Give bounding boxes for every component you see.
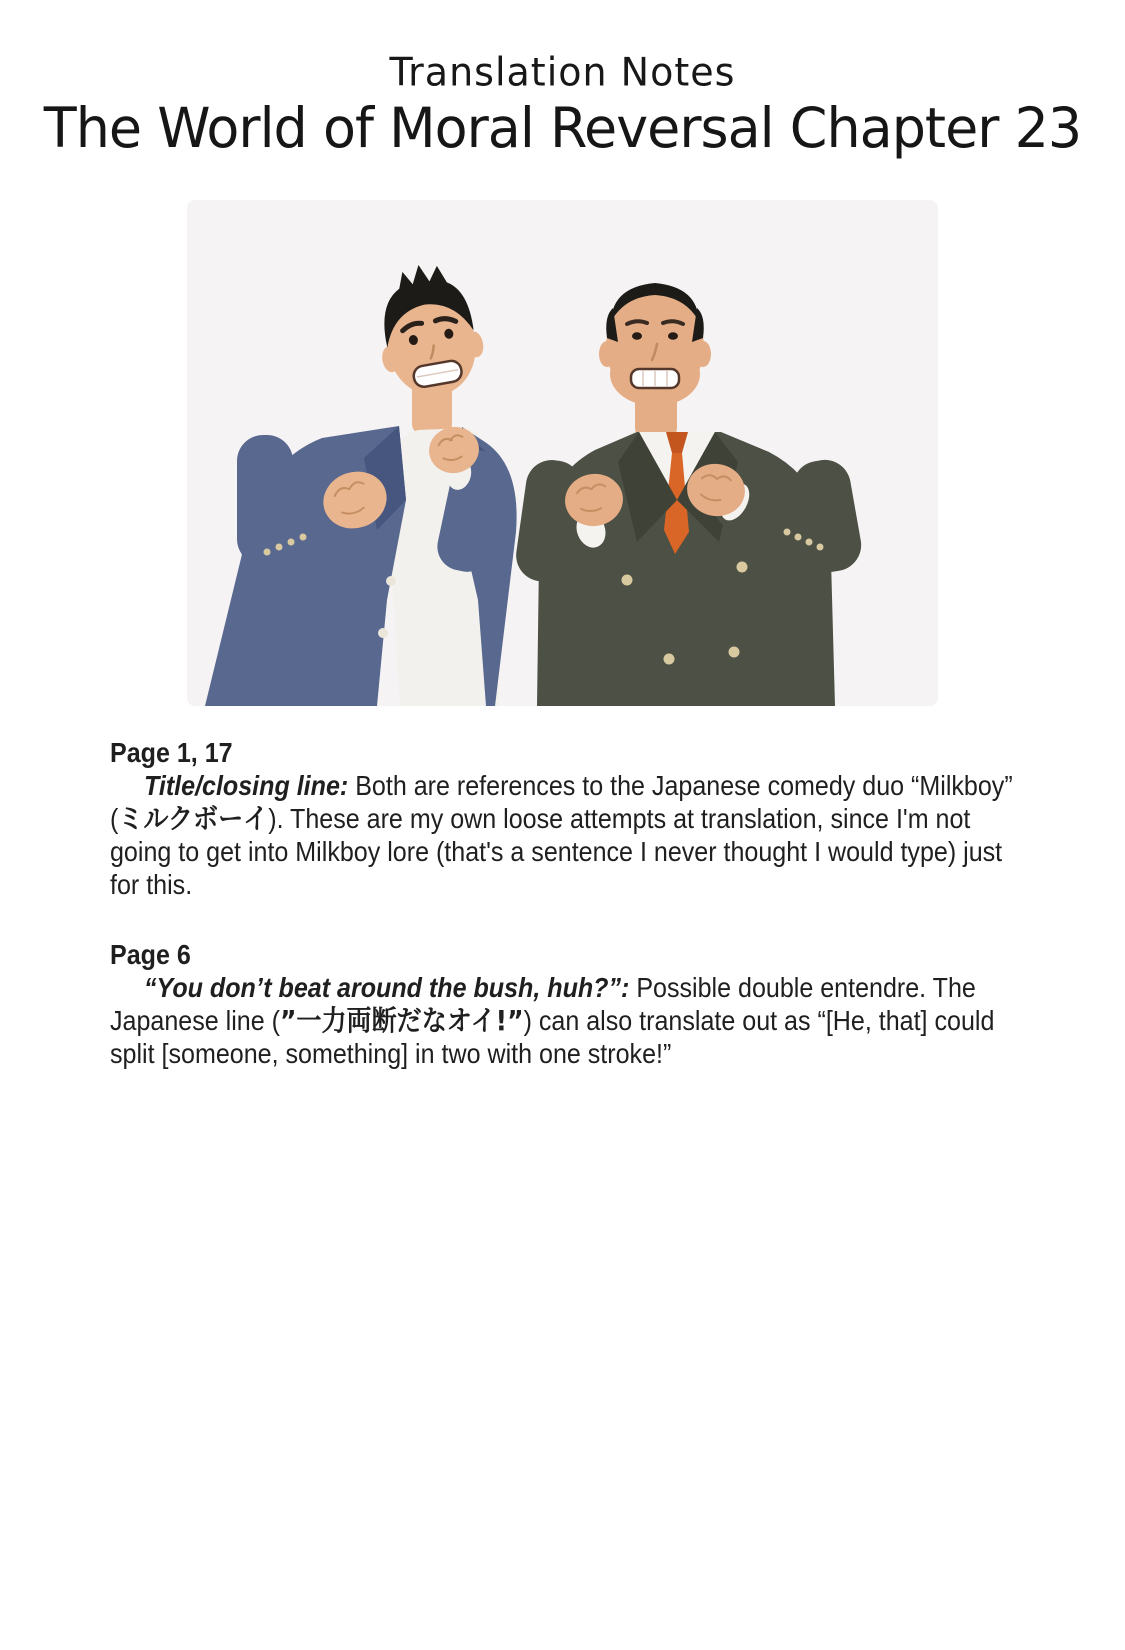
note-paragraph <box>110 769 1014 901</box>
duo-photo-illustration <box>187 200 938 706</box>
duo-photo <box>187 200 938 706</box>
note-text: ). These are my own loose attempts at translation, since I'm not going to get into Milkboy lore (that's a sentence I never thought I would type) just for this. <box>110 803 1003 900</box>
note-text: Possible double entendre. The Japanese line ( <box>110 972 976 1036</box>
note-lead: Title/closing line: <box>144 770 349 801</box>
note-text: ) can also translate out as “[He, that] could split [someone, something] in two with one stroke!” <box>110 1005 995 1069</box>
japanese-text: ”一力両断だなオイ!” <box>279 1004 524 1037</box>
japanese-text: ミルクボーイ <box>118 802 269 835</box>
note-section-page-1-17 <box>110 736 1014 901</box>
note-heading: Page 1, 17 <box>110 737 233 768</box>
translation-notes <box>110 736 1014 1070</box>
note-heading: Page 6 <box>110 939 191 970</box>
note-paragraph <box>110 971 1014 1070</box>
note-section-page-6 <box>110 938 1014 1070</box>
translation-notes-page <box>0 50 1125 1650</box>
note-text: Both are references to the Japanese comedy duo “Milkboy” ( <box>110 770 1013 834</box>
note-lead: “You don’t beat around the bush, huh?”: <box>144 972 630 1003</box>
page-title: The World of Moral Reversal Chapter 23 <box>43 96 1082 160</box>
page-supertitle: Translation Notes <box>389 49 736 95</box>
